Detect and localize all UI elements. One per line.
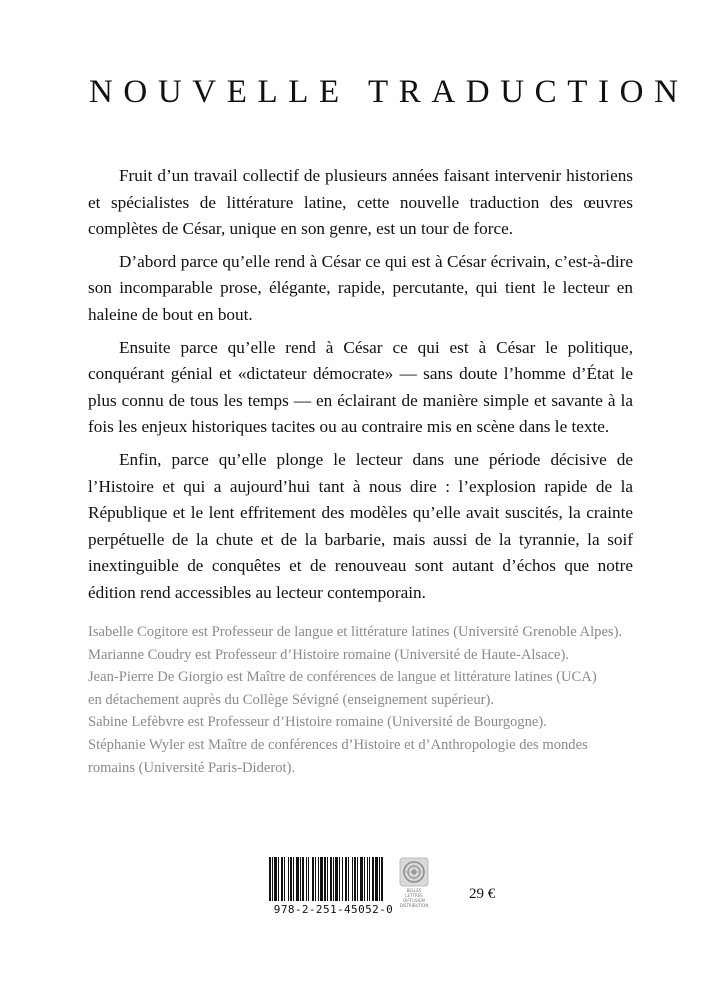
- author-line: Jean-Pierre De Giorgio est Maître de conférences de langue et littérature latines (UCA): [88, 669, 597, 686]
- paragraph: Fruit d’un travail collectif de plusieurs années faisant intervenir historiens et spécialistes de littérature latine, cette nouvelle traduction des œuvres complètes de César, unique en son genre, est un tour de force.: [88, 166, 633, 239]
- paragraph: D’abord parce qu’elle rend à César ce qui est à César écrivain, c’est-à-dire son incomparable prose, élégante, rapide, percutante, qui tient le lecteur en haleine de bout en bout.: [88, 251, 633, 324]
- author-line: Stéphanie Wyler est Maître de conférences d’Histoire et d’Anthropologie des mondes: [88, 736, 588, 753]
- price: 29 €: [469, 886, 496, 902]
- authors-list: [88, 621, 648, 779]
- author-line: Sabine Lefèbvre est Professeur d’Histoire romaine (Université de Bourgogne).: [88, 714, 547, 731]
- isbn-number: 978-2-251-45052-0: [273, 903, 394, 916]
- barcode: [267, 857, 400, 917]
- author-line: Marianne Coudry est Professeur d’Histoire romaine (Université de Haute-Alsace).: [88, 646, 570, 663]
- publisher-logo-icon: [399, 857, 429, 887]
- paragraph: Ensuite parce qu’elle rend à César ce qui est à César le politique, conquérant génial et «dictateur démocrate» — sans doute l’homme d’État le plus connu de tous les temps — en éclairant de manière simple et savante à la fois les enjeux historiques tacites ou au contraire mis en scène dans le texte.: [88, 337, 633, 437]
- author-line: romains (Université Paris-Diderot).: [88, 759, 296, 776]
- publisher-logo-text: BELLES LETTRES DIFFUSION DISTRIBUTION: [399, 888, 429, 908]
- author-line: Isabelle Cogitore est Professeur de langue et littérature latines (Université Grenoble Alpes).: [88, 624, 623, 640]
- page-title: NOUVELLE TRADUCTION: [89, 74, 689, 110]
- paragraph: Enfin, parce qu’elle plonge le lecteur dans une période décisive de l’Histoire et qui a aujourd’hui tant à nous dire : l’explosion rapide de la République et le lent effritement des modèles qu’elle avait suscités, la crainte perpétuelle de la chute et de la barbarie, mais aussi de la tyrannie, la soif inextinguible de conquêtes et de renouveau sont autant d’échos que notre édition rend accessibles au lecteur contemporain.: [88, 449, 633, 602]
- author-line: en détachement auprès du Collège Sévigné (enseignement supérieur).: [88, 691, 495, 708]
- barcode-bars: [267, 857, 400, 903]
- description-text: [88, 163, 633, 613]
- publisher-logo: [399, 857, 429, 915]
